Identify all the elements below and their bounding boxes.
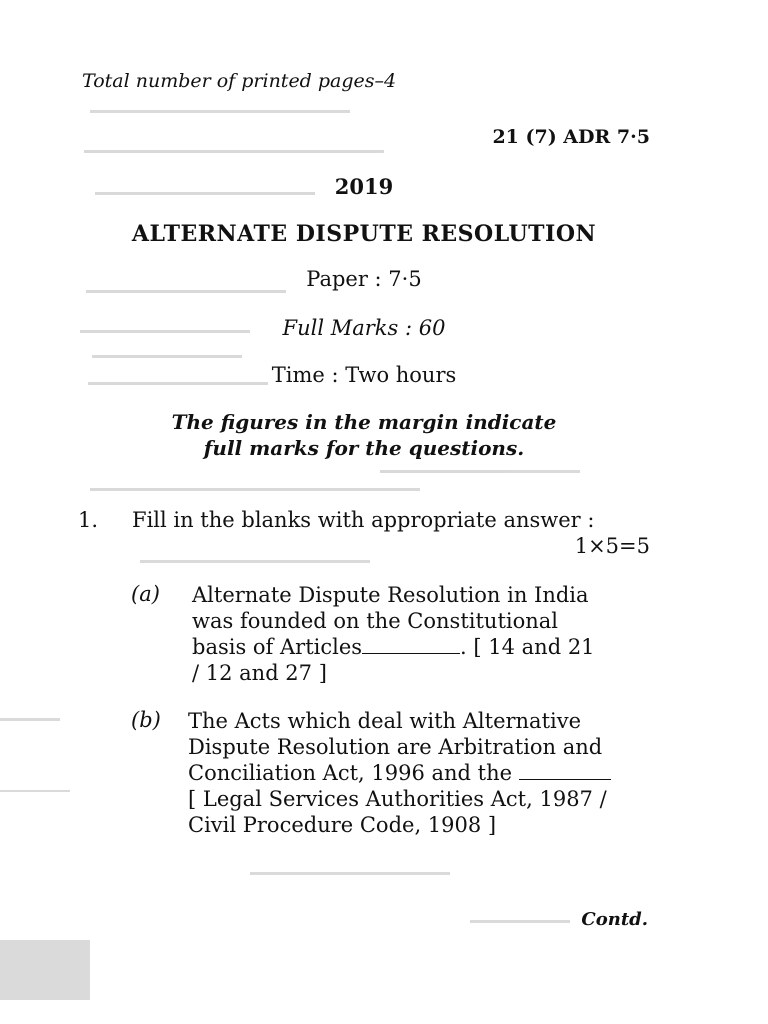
paper-code: 21 (7) ADR 7·5	[492, 126, 650, 148]
part-a-line-1: Alternate Dispute Resolution in India	[192, 583, 589, 607]
instruction-line-2: full marks for the questions.	[203, 436, 525, 460]
exam-subject-title: ALTERNATE DISPUTE RESOLUTION	[131, 221, 597, 247]
total-pages-note: Total number of printed pages–4	[82, 70, 397, 92]
part-a-label: (a)	[131, 582, 160, 606]
question-marks: 1×5=5	[574, 534, 650, 558]
part-b-line-3-start: Conciliation Act, 1996 and the	[188, 761, 513, 785]
answer-blank-a	[362, 653, 460, 654]
instruction-line-1: The figures in the margin indicate	[171, 410, 557, 434]
exam-time: Time : Two hours	[271, 363, 457, 387]
continued-note: Contd.	[581, 909, 648, 930]
question-text: Fill in the blanks with appropriate answer :	[132, 508, 595, 532]
part-b-line-1: The Acts which deal with Alternative	[188, 709, 582, 733]
part-a-line-3	[192, 634, 595, 660]
part-b-label: (b)	[131, 708, 161, 732]
part-a-line-4: / 12 and 27 ]	[192, 661, 327, 685]
full-marks: Full Marks : 60	[282, 316, 446, 340]
part-a-text	[192, 582, 595, 686]
question-number: 1.	[78, 508, 99, 532]
part-a-line-3-start: basis of Articles	[192, 635, 363, 659]
part-b-line-3	[188, 760, 611, 786]
part-b-line-2: Dispute Resolution are Arbitration and	[188, 735, 603, 759]
exam-year: 2019	[334, 174, 394, 199]
part-b-text	[188, 708, 611, 838]
paper-number: Paper : 7·5	[306, 267, 422, 291]
part-b-line-4: [ Legal Services Authorities Act, 1987 /	[188, 787, 607, 811]
answer-blank-b	[519, 779, 611, 780]
part-a-line-2: was founded on the Constitutional	[192, 609, 559, 633]
part-b-line-5: Civil Procedure Code, 1908 ]	[188, 813, 497, 837]
part-a-line-3-end: . [ 14 and 21	[460, 635, 595, 659]
